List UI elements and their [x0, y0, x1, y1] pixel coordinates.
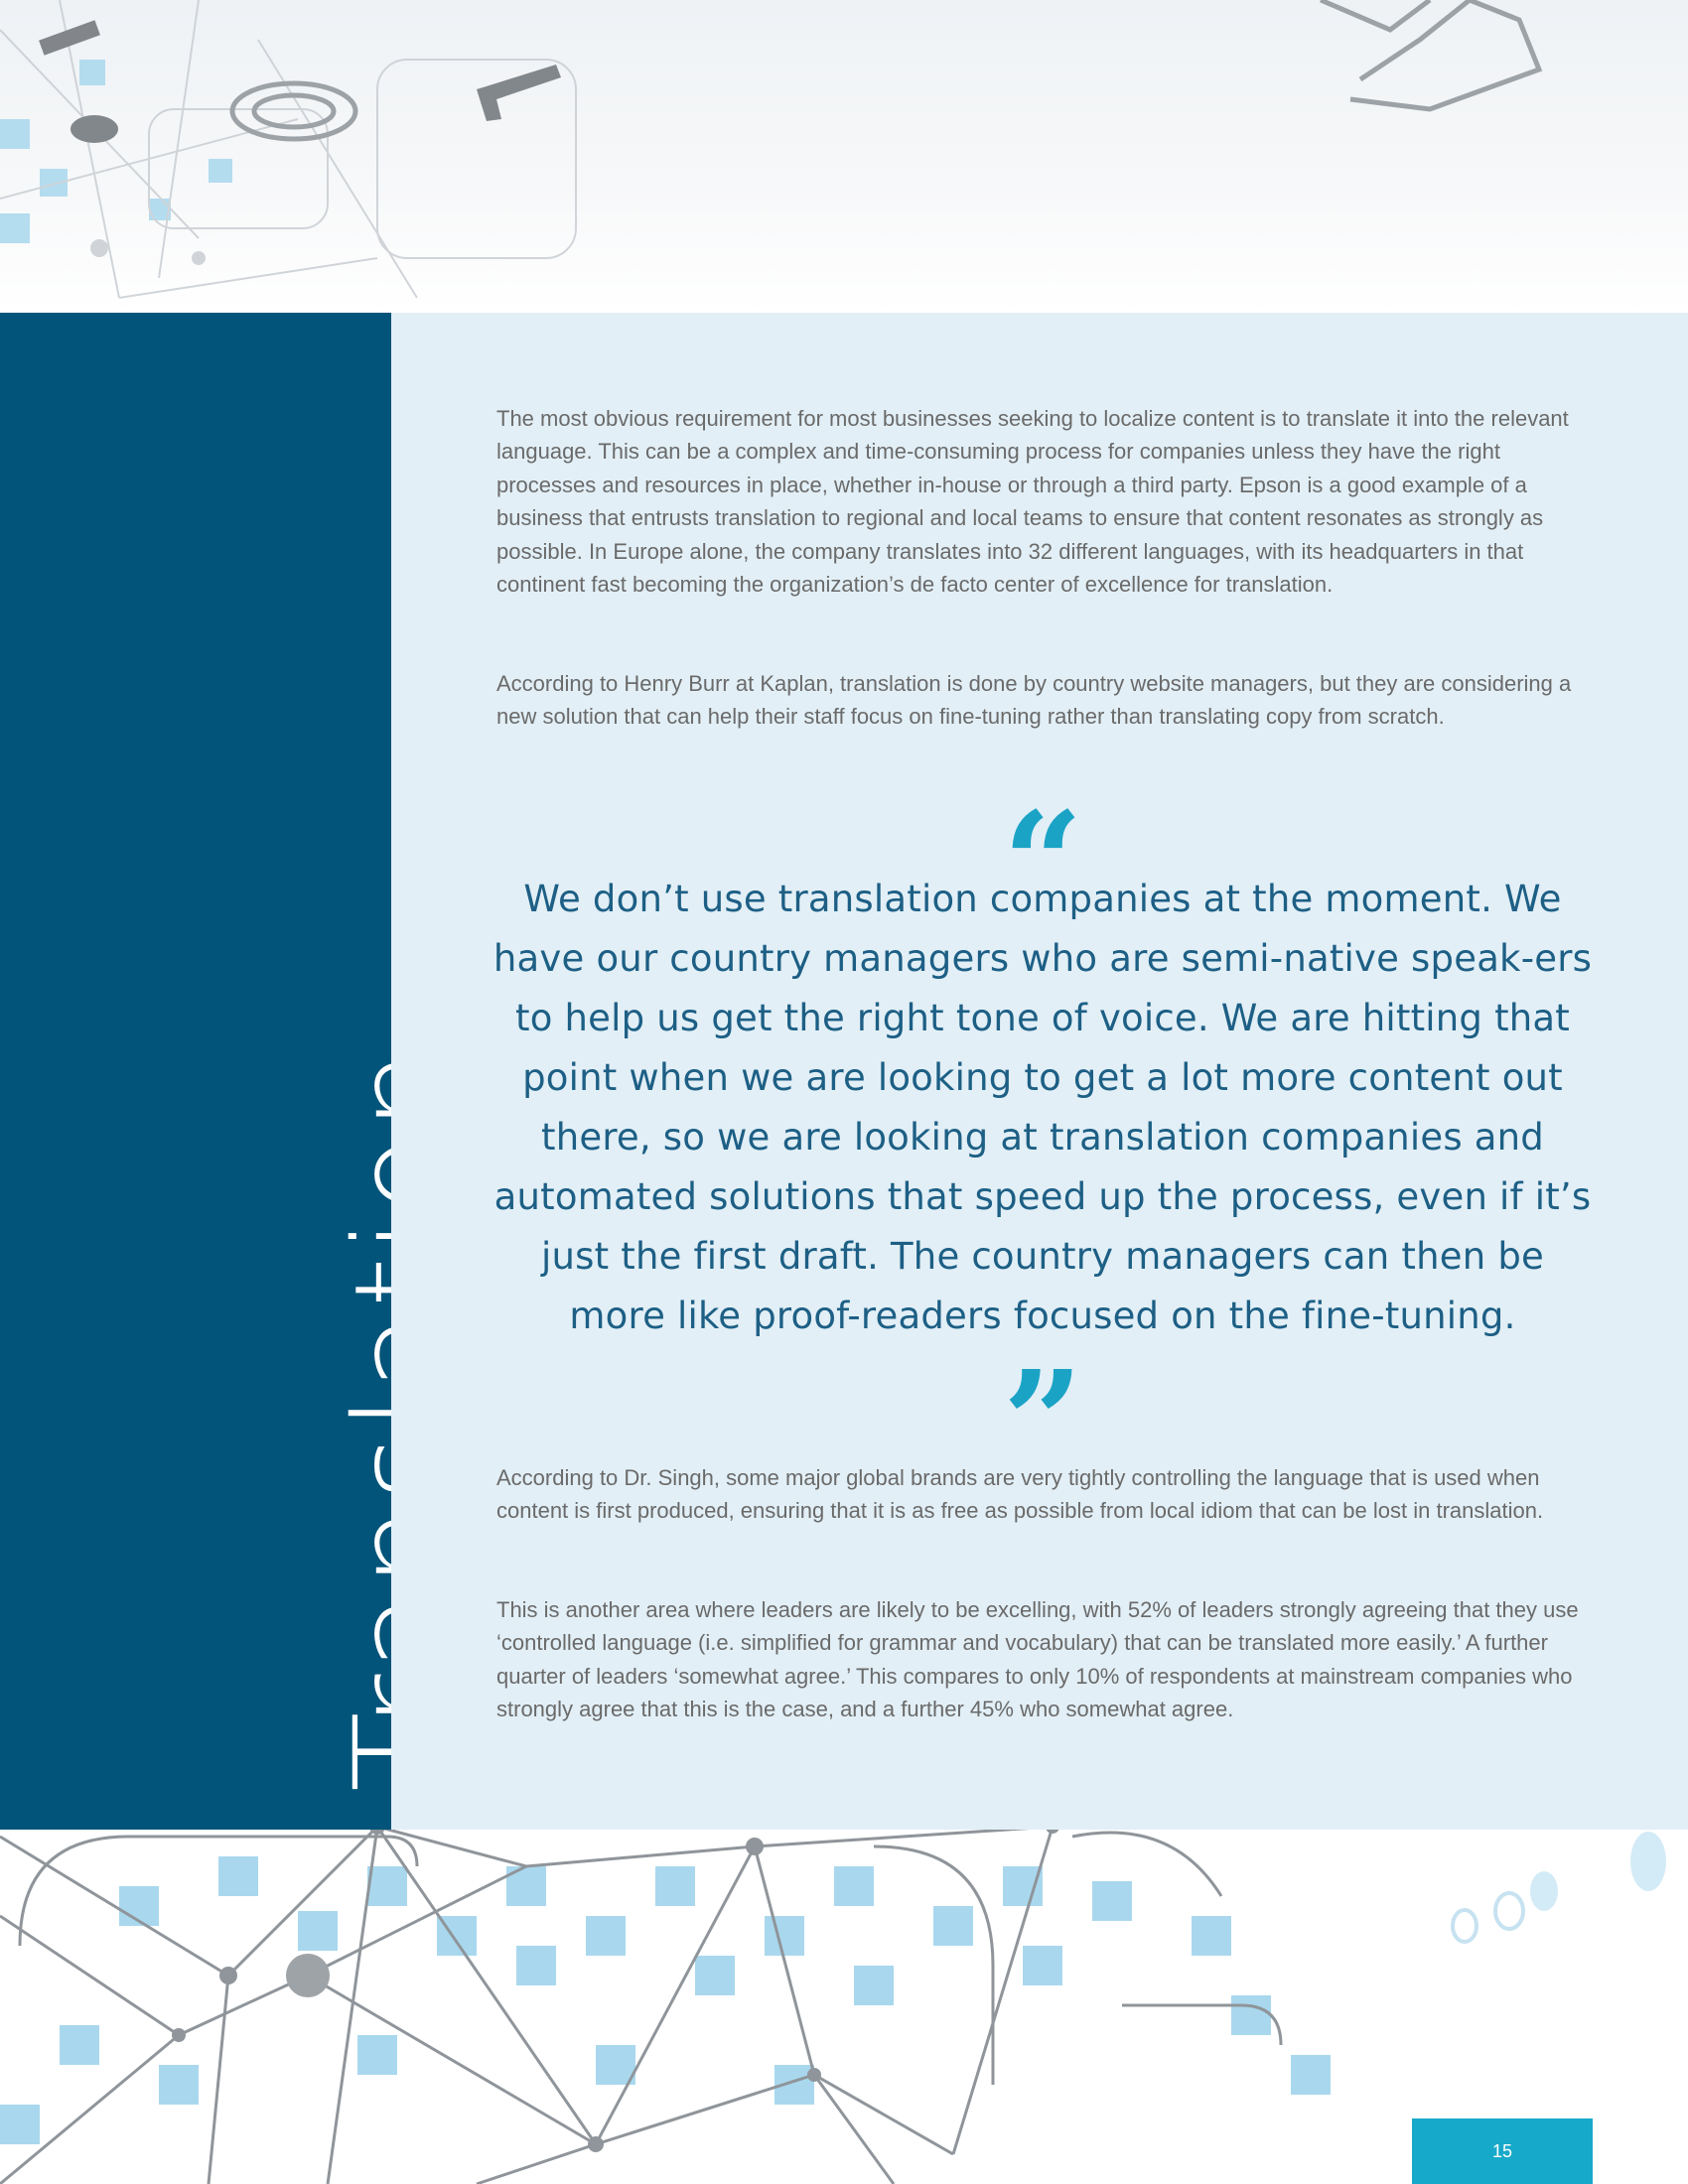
page-number: 15: [1412, 2118, 1593, 2184]
paragraph-leaders: This is another area where leaders are likely to be excelling, with 52% of leaders strongly agreeing that they use ‘controlled language (i.e. simplified for grammar and vocabulary) that can be translated more easily.’ A further quarter of leaders ‘somewhat agree.’ This compares to only 10% of respondents at mainstream companies who strongly agree that this is the case, and a further 45% who somewhat agree.: [496, 1597, 1579, 1722]
pull-quote: We don’t use translation companies at the moment. We have our country managers who are semi-native speak-ers to help us get the right tone of voice. We are hitting that point when we are looking to get a lot more content out there, so we are looking at translation companies and automated solutions that speed up the process, even if it’s just the first draft. The country managers can then be more like proof-readers focused on the fine-tuning.: [492, 878, 1593, 1337]
paragraph-intro: The most obvious requirement for most businesses seeking to localize content is to translate it into the relevant language. This can be a complex and time-consuming process for companies unless they have the right processes and resources in place, whether in-house or through a third party. Epson is a good example of a business that entrusts translation to regional and local teams to ensure that content resonates as strongly as possible. In Europe alone, the company translates into 32 different languages, with its headquarters in that continent fast becoming the organization’s de facto center of excellence for translation.: [496, 406, 1569, 598]
header-circuit-art: [0, 0, 1539, 298]
paragraph-singh: According to Dr. Singh, some major global brands are very tightly controlling the language that is used when content is first produced, ensuring that it is as free as possible from local idiom that can be lost in translation.: [496, 1465, 1544, 1524]
paragraph-kaplan: According to Henry Burr at Kaplan, translation is done by country website managers, but they are considering a new solution that can help their staff focus on fine-tuning rather than translating copy from scratch.: [496, 671, 1572, 730]
open-quote-icon: “: [1003, 782, 1083, 945]
close-quote-icon: ”: [1003, 1341, 1083, 1504]
